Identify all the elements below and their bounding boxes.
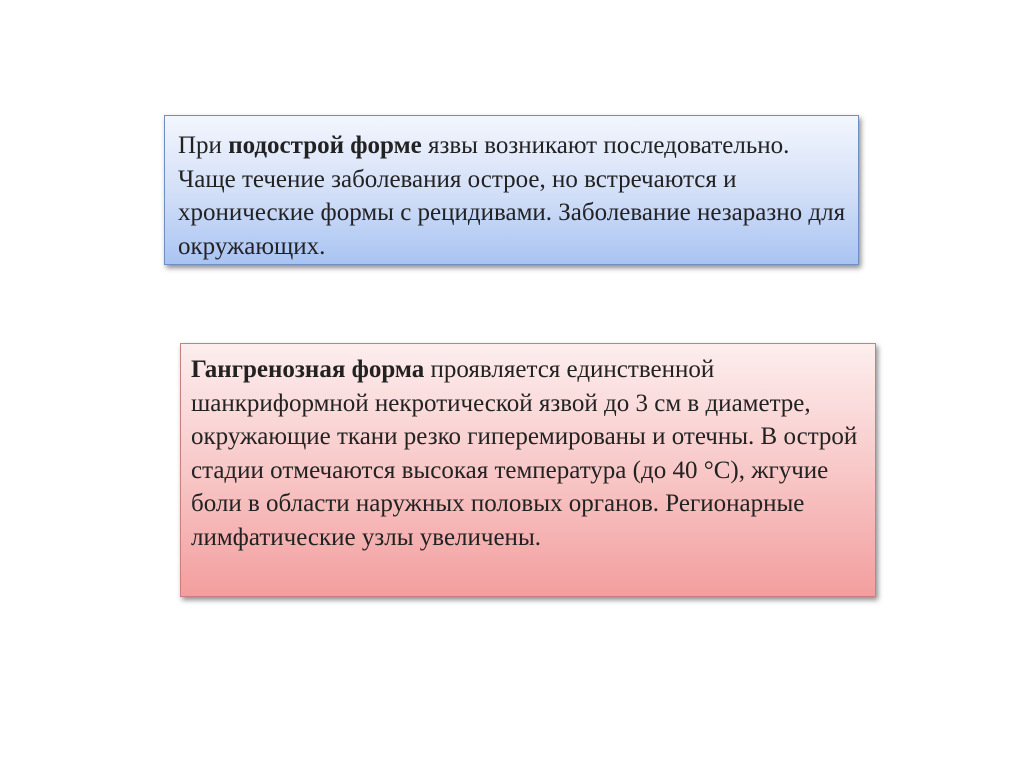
gangrenous-body-text: проявляется единственной шанкриформной некротической язвой до 3 см в диаметре, окружающие ткани резко гиперемированы и отечны. В острой стадии отмечаются высокая температура (до 40 °С), жгучие боли в области наружных половых органов. Регионарные лимфатические узлы увеличены. xyxy=(191,356,858,551)
subacute-form-textbox xyxy=(164,115,859,265)
subacute-form-paragraph xyxy=(178,129,848,263)
gangrenous-term: Гангренозная форма xyxy=(191,356,425,383)
subacute-lead-text: При xyxy=(178,132,229,159)
subacute-body-text: язвы возникают последовательно. Чаще течение заболевания острое, но встречаются и хронические формы с рецидивами. Заболевание незаразно для окружающих. xyxy=(178,132,846,260)
subacute-term: подострой форме xyxy=(228,132,422,159)
gangrenous-form-textbox xyxy=(180,343,876,597)
gangrenous-form-paragraph xyxy=(191,353,865,554)
